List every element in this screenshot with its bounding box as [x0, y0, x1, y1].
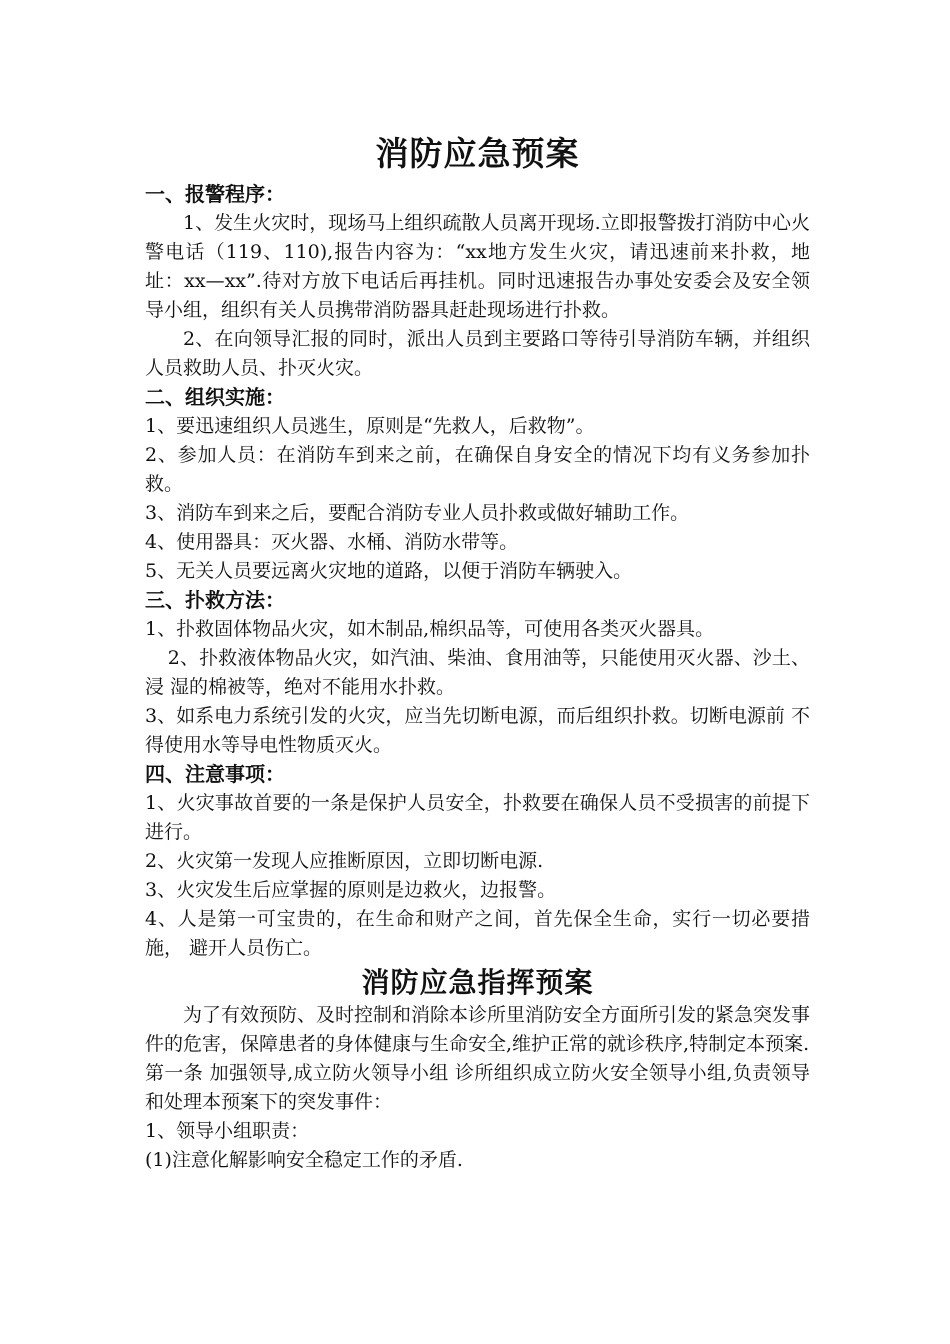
second-document-title: 消防应急指挥预案 [361, 966, 594, 999]
paragraph: 4、人是第一可宝贵的，在生命和财产之间，首先保全生命，实行一切必要措施， 避开人员伤亡。 [145, 908, 810, 959]
paragraph: 2、参加人员：在消防车到来之前，在确保自身安全的情况下均有义务参加扑救。 [145, 444, 810, 495]
list-item: 1、领导小组职责： [145, 1120, 310, 1142]
document-page [145, 128, 810, 1175]
paragraph: 3、如系电力系统引发的火灾，应当先切断电源，而后组织扑救。切断电源前 不得使用水等导电性物质灭火。 [145, 705, 810, 756]
paragraph: 2、在向领导汇报的同时，派出人员到主要路口等待引导消防车辆，并组织人员救助人员、扑灭火灾。 [145, 328, 810, 379]
list-item: (1)注意化解影响安全稳定工作的矛盾. [145, 1149, 463, 1171]
paragraph: 3、消防车到来之后，要配合消防专业人员扑救或做好辅助工作。 [145, 502, 690, 524]
section-heading-notes: 四、注意事项： [145, 762, 285, 786]
paragraph: 1、发生火灾时，现场马上组织疏散人员离开现场.立即报警拨打消防中心火警电话（119、110),报告内容为：“xx地方发生火灾，请迅速前来扑救，地址：xx—xx”.待对方放下电话后再挂机。同时迅速报告办事处安委会及安全领导小组，组织有关人员携带消防器具赶赴现场进行扑救。 [145, 212, 810, 321]
section-heading-methods: 三、扑救方法： [145, 588, 285, 612]
paragraph: 2、火灾第一发现人应推断原因，立即切断电源. [145, 850, 544, 872]
paragraph: 5、无关人员要远离火灾地的道路，以便于消防车辆驶入。 [145, 560, 633, 582]
paragraph: 1、扑救固体物品火灾，如木制品,棉织品等，可使用各类灭火器具。 [145, 618, 715, 640]
paragraph: 2、扑救液体物品火灾，如汽油、柴油、食用油等，只能使用灭火器、沙土、浸 湿的棉被等，绝对不能用水扑救。 [145, 647, 810, 698]
paragraph: 3、火灾发生后应掌握的原则是边救火，边报警。 [145, 879, 557, 901]
article-paragraph: 第一条 加强领导,成立防火领导小组 诊所组织成立防火安全领导小组,负责领导和处理本预案下的突发事件： [145, 1062, 810, 1113]
paragraph: 1、要迅速组织人员逃生，原则是“先救人，后救物”。 [145, 415, 595, 437]
document-title: 消防应急预案 [375, 134, 580, 173]
paragraph: 4、使用器具：灭火器、水桶、消防水带等。 [145, 531, 519, 553]
section-heading-organization: 二、组织实施： [145, 385, 285, 409]
paragraph: 1、火灾事故首要的一条是保护人员安全，扑救要在确保人员不受损害的前提下进行。 [145, 792, 810, 843]
section-heading-alarm: 一、报警程序： [145, 182, 285, 206]
intro-paragraph: 为了有效预防、及时控制和消除本诊所里消防安全方面所引发的紧急突发事件的危害，保障患者的身体健康与生命安全,维护正常的就诊秩序,特制定本预案. [145, 1004, 811, 1055]
